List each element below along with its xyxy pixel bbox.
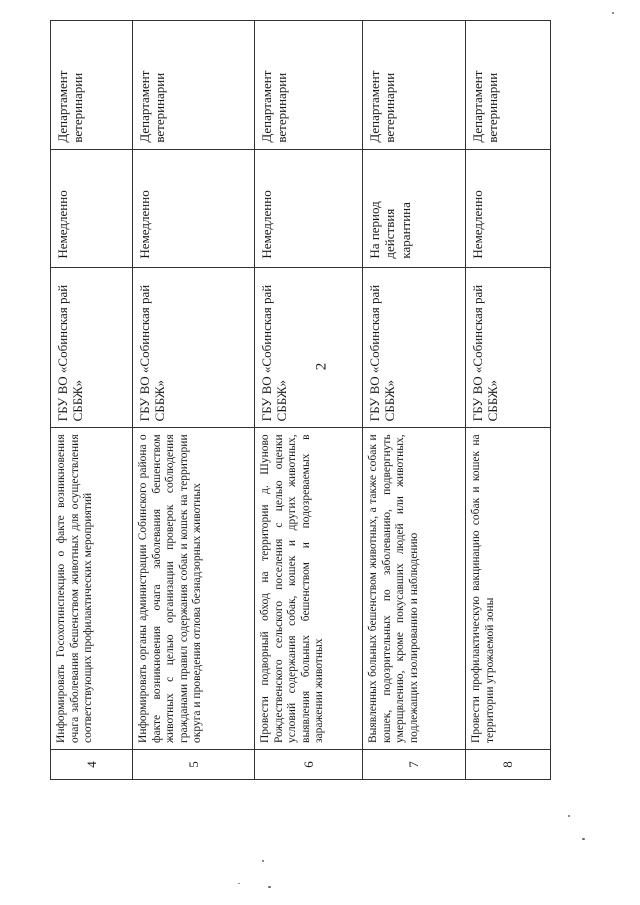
scan-speck	[612, 12, 614, 14]
executor-cell: ГБУ ВО «Собинская рай СББЖ»	[133, 267, 255, 428]
scan-speck	[582, 838, 585, 840]
task-cell: Выявленных больных бешенством животных, а также собак и кошек, подозрительных по заболеванию, подвергнуть умерщвлению, кроме покусавших людей или животных, подлежащих изолированию и наблюдению	[363, 428, 466, 750]
responsible-cell: Департамент ветеринарии	[363, 21, 466, 150]
term-cell: Немедленно	[51, 149, 133, 267]
task-cell: Информировать Госохотинспекцию о факте возникновения очага заболевания бешенством животных для осуществления соответствующих профилактических мероприятий	[51, 428, 133, 750]
responsible-cell: Департамент ветеринарии	[255, 21, 363, 150]
table-row	[133, 21, 255, 780]
table-row	[255, 21, 363, 780]
row-number: 6	[255, 749, 363, 779]
measures-table	[50, 20, 551, 780]
table-row	[363, 21, 466, 780]
scan-speck	[238, 883, 240, 884]
term-cell: Немедленно	[255, 149, 363, 267]
executor-cell: ГБУ ВО «Собинская рай СББЖ»	[51, 267, 133, 428]
task-cell: Провести профилактическую вакцинацию собак и кошек на территории угрожаемой зоны	[466, 428, 551, 750]
table-row	[51, 21, 133, 780]
measures-table-rotated	[50, 20, 550, 780]
measures-table-wrapper	[50, 20, 550, 780]
row-number: 8	[466, 749, 551, 779]
executor-cell: ГБУ ВО «Собинская рай СББЖ»	[363, 267, 466, 428]
responsible-cell: Департамент ветеринарии	[133, 21, 255, 150]
responsible-cell: Департамент ветеринарии	[466, 21, 551, 150]
row-number: 4	[51, 749, 133, 779]
row-number: 5	[133, 749, 255, 779]
term-cell: Немедленно	[133, 149, 255, 267]
executor-cell: ГБУ ВО «Собинская рай СББЖ»	[466, 267, 551, 428]
task-cell: Провести подворный обход на территории д. Шуново Рождественского сельского поселения с целью оценки условий содержания собак, кошек и других животных, выявления больных бешенством и подозреваемых в заражении животных	[255, 428, 363, 750]
task-cell: Информировать органы администрации Собинского района о факте возникновения очага заболевания бешенством животных с целью организации проверок соблюдения гражданами правил содержания собак и кошек на территории округа и проведения отлова безнадзорных животных	[133, 428, 255, 750]
responsible-cell: Департамент ветеринарии	[51, 21, 133, 150]
executor-cell: ГБУ ВО «Собинская рай СББЖ»	[255, 267, 363, 428]
table-row	[466, 21, 551, 780]
row-number: 7	[363, 749, 466, 779]
term-cell: На период действия карантина	[363, 149, 466, 267]
page-number: 2	[313, 362, 330, 371]
scan-speck	[268, 886, 271, 888]
scan-speck	[568, 815, 570, 817]
scan-speck	[262, 860, 264, 862]
term-cell: Немедленно	[466, 149, 551, 267]
